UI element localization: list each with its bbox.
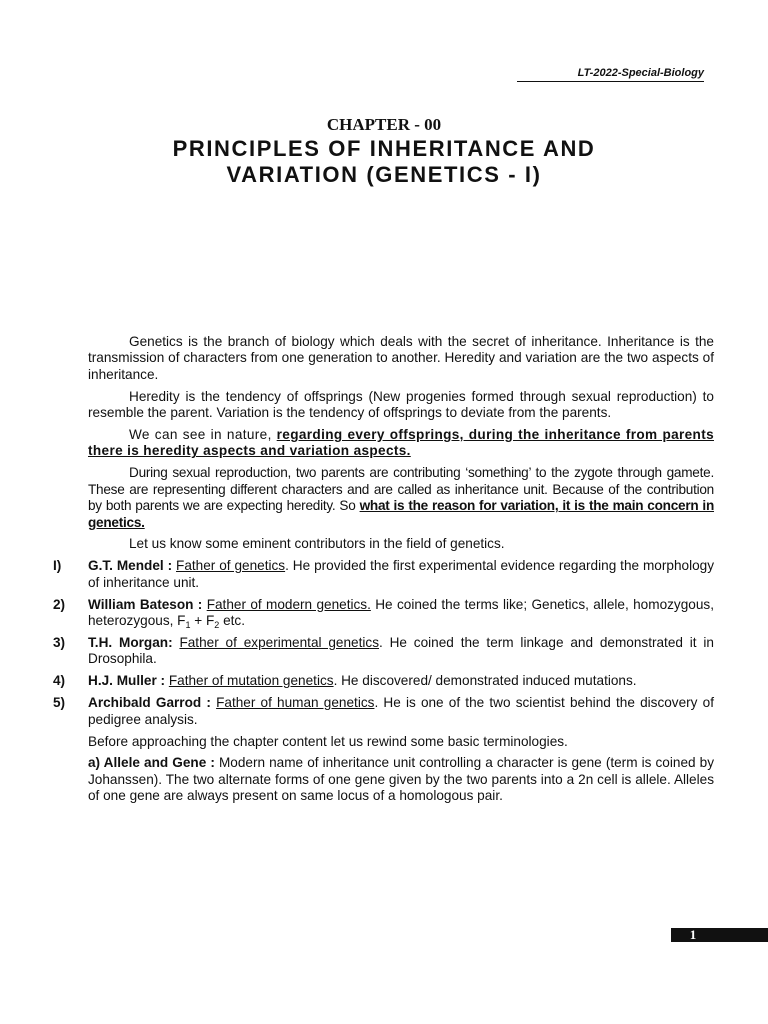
contributor-title: Father of genetics	[176, 558, 286, 574]
contributor-item	[53, 673, 714, 689]
contributor-name: Archibald Garrod :	[88, 695, 217, 711]
contributor-number: 4)	[53, 673, 66, 689]
contributor-number: 5)	[53, 695, 66, 711]
contributor-name: William Bateson :	[88, 596, 207, 612]
paragraph-sexual-reproduction-emphasis: what is the reason for variation, it is the main concern in genetics.	[88, 498, 715, 530]
contributor-title: Father of experimental genetics	[179, 635, 379, 650]
contributor-description: . He is one of the two scientist behind the discovery of pedigree analysis.	[88, 695, 714, 727]
contributor-description-plus: + F	[190, 613, 215, 629]
contributor-description: He coined the terms like; Genetics, allele, homozygous, heterozygous, F	[88, 596, 714, 629]
paragraph-nature	[88, 427, 714, 460]
contributor-name: H.J. Muller :	[88, 673, 169, 689]
contributor-number: I)	[53, 558, 62, 574]
contributor-title: Father of modern genetics.	[206, 596, 371, 612]
paragraph-nature-text: We can see in nature,	[129, 427, 277, 443]
paragraph-rewind: Before approaching the chapter content let us rewind some basic terminologies.	[88, 733, 568, 749]
contributor-description: . He discovered/ demonstrated induced mutations.	[333, 673, 637, 689]
contributor-item	[53, 635, 714, 668]
chapter-title-line-2: VARIATION (GENETICS - I)	[226, 162, 542, 187]
contributor-title: Father of human genetics	[216, 695, 375, 711]
contributor-description: . He provided the first experimental evidence regarding the morphology of inheritance unit.	[88, 558, 715, 590]
contributor-number: 3)	[53, 635, 66, 650]
paragraph-genetics-definition: Genetics is the branch of biology which deals with the secret of inheritance. Inheritance is the transmission of characters from one generation to another. Heredity and variation are the two aspects of inheritance.	[88, 334, 714, 382]
running-header: LT-2022-Special-Biology	[517, 67, 704, 82]
paragraph-sexual-reproduction	[88, 465, 714, 531]
contributor-description-end: etc.	[219, 613, 245, 629]
chapter-title-line-1: PRINCIPLES OF INHERITANCE AND	[172, 136, 596, 161]
page-number: 1	[689, 927, 697, 942]
page-number-bar	[671, 928, 768, 942]
contributor-name: G.T. Mendel :	[88, 558, 177, 574]
contributor-title: Father of mutation genetics	[168, 673, 334, 689]
contributor-description: . He coined the term linkage and demonstrated it in Drosophila.	[88, 635, 714, 667]
chapter-title	[0, 136, 768, 188]
subscript-2: 2	[214, 620, 220, 631]
paragraph-contributors-intro: Let us know some eminent contributors in the field of genetics.	[129, 536, 505, 552]
contributor-number: 2)	[53, 596, 66, 612]
chapter-number: CHAPTER - 00	[326, 115, 442, 134]
allele-gene-heading: a) Allele and Gene :	[88, 755, 219, 771]
paragraph-heredity-definition: Heredity is the tendency of offsprings (New progenies formed through sexual reproduction) to resemble the parent. Variation is the tendency of offsprings to deviate from the parents.	[88, 388, 714, 421]
contributor-item	[53, 596, 714, 631]
paragraph-sexual-reproduction-text: During sexual reproduction, two parents are contributing ‘something’ to the zygote through gamete. These are representing different characters and are called as inheritance unit. Because of the contribution by both parents we are expecting heredity. So	[88, 465, 714, 514]
contributor-item	[53, 558, 715, 591]
paragraph-allele-gene	[88, 755, 714, 804]
body-text	[53, 334, 715, 810]
contributor-name: T.H. Morgan:	[88, 635, 180, 650]
allele-gene-text: Modern name of inheritance unit controlling a character is gene (term is coined by Johanssen). The two alternate forms of one gene given by the two parents into a 2n cell is allele. Alleles of one gene are always present on same locus of a homologous pair.	[88, 755, 714, 804]
subscript-1: 1	[185, 620, 191, 631]
contributor-item	[53, 695, 714, 728]
paragraph-nature-emphasis: regarding every offsprings, during the inheritance from parents there is heredity aspects and variation aspects.	[88, 427, 714, 459]
